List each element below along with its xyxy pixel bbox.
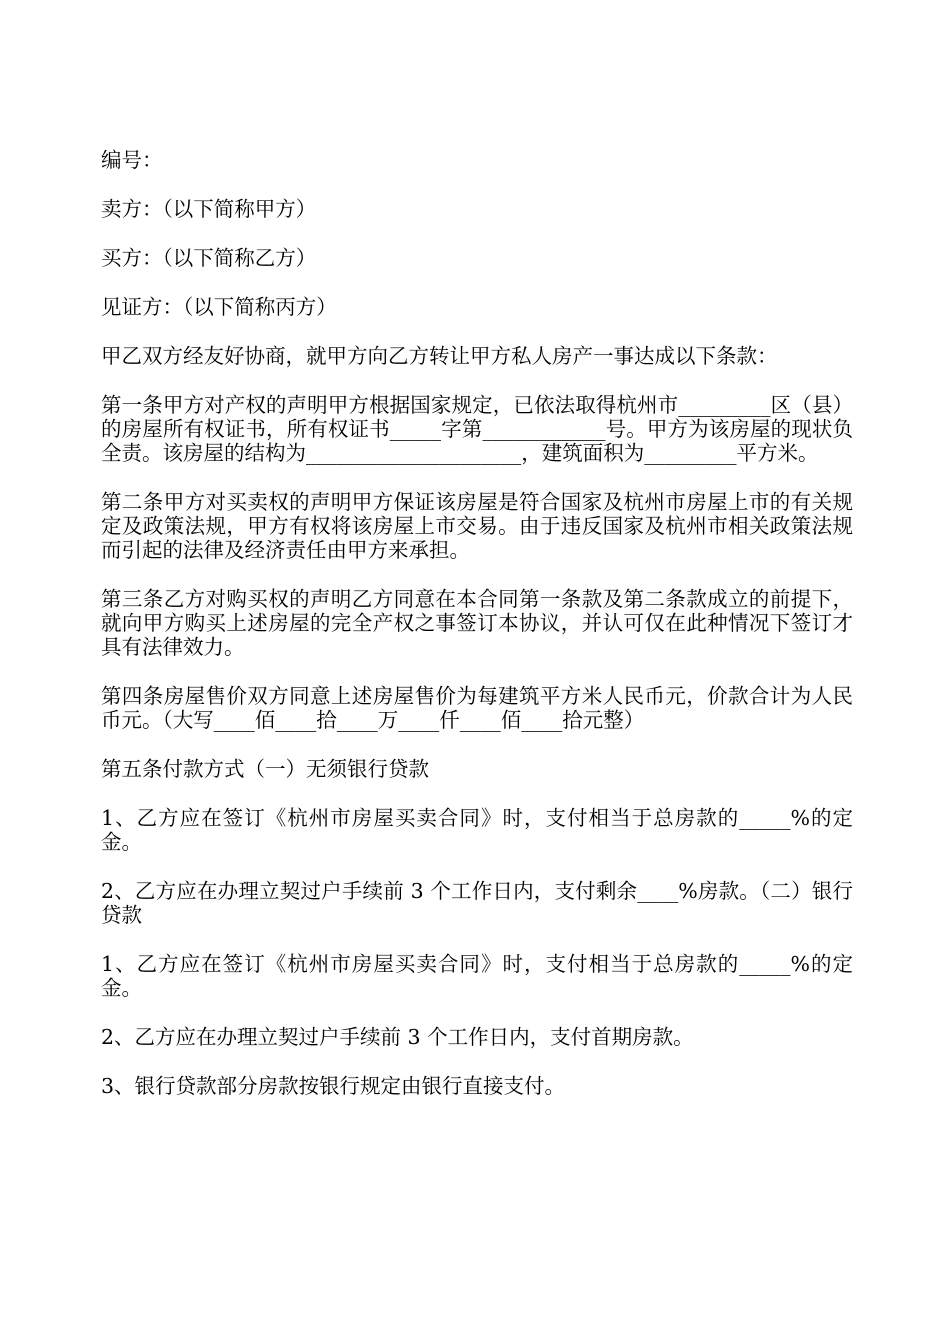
payment-clause-1: 1、乙方应在签订《杭州市房屋买卖合同》时，支付相当于总房款的_____%的定金。 xyxy=(101,806,853,854)
contract-document xyxy=(101,148,853,1123)
seller-line: 卖方：（以下简称甲方） xyxy=(101,197,317,221)
loan-clause-1: 1、乙方应在签订《杭州市房屋买卖合同》时，支付相当于总房款的_____%的定金。 xyxy=(101,952,853,1000)
article-5-heading: 第五条付款方式（一）无须银行贷款 xyxy=(101,757,429,781)
article-4-paragraph: 第四条房屋售价双方同意上述房屋售价为每建筑平方米人民币元，价款合计为人民币元。（大写____佰____拾____万____仟____佰____拾元整） xyxy=(101,684,853,732)
preamble-paragraph: 甲乙双方经友好协商，就甲方向乙方转让甲方私人房产一事达成以下条款： xyxy=(101,344,778,368)
article-2-paragraph: 第二条甲方对买卖权的声明甲方保证该房屋是符合国家及杭州市房屋上市的有关规定及政策法规，甲方有权将该房屋上市交易。由于违反国家及杭州市相关政策法规而引起的法律及经济责任由甲方来承担。 xyxy=(101,490,853,562)
loan-clause-3: 3、银行贷款部分房款按银行规定由银行直接支付。 xyxy=(101,1074,566,1098)
buyer-line: 买方：（以下简称乙方） xyxy=(101,246,317,270)
article-3-paragraph: 第三条乙方对购买权的声明乙方同意在本合同第一条款及第二条款成立的前提下，就向甲方购买上述房屋的完全产权之事签订本协议，并认可仅在此种情况下签订才具有法律效力。 xyxy=(101,587,853,659)
loan-clause-2: 2、乙方应在办理立契过户手续前 3 个工作日内，支付首期房款。 xyxy=(101,1025,694,1049)
contract-number: 编号： xyxy=(101,148,163,172)
witness-line: 见证方：（以下简称丙方） xyxy=(101,295,337,319)
article-1-paragraph: 第一条甲方对产权的声明甲方根据国家规定，已依法取得杭州市_________区（县）的房屋所有权证书，所有权证书_____字第____________号。甲方为该房屋的现状负全责。该房屋的结构为_____________________，建筑面积为_________平方米。 xyxy=(101,393,853,465)
payment-clause-2: 2、乙方应在办理立契过户手续前 3 个工作日内，支付剩余____%房款。（二）银行贷款 xyxy=(101,879,853,927)
